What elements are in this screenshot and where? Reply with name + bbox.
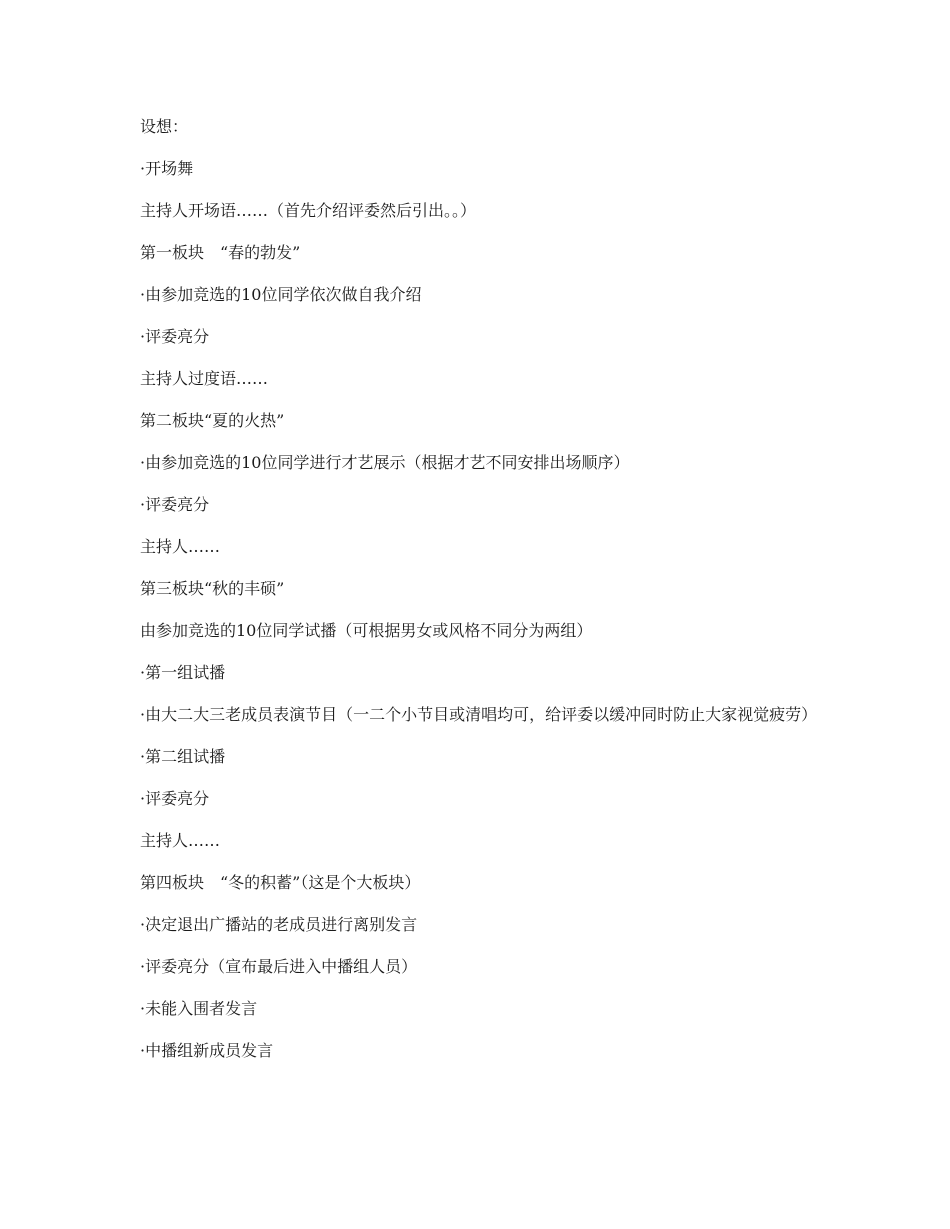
list-item: ·决定退出广播站的老成员进行离别发言: [140, 915, 418, 934]
section-heading-1: 第一板块 “春的勃发”: [140, 243, 301, 262]
list-item: ·未能入围者发言: [140, 999, 258, 1018]
list-item: ·评委亮分（宣布最后进入中播组人员）: [140, 957, 418, 976]
section-heading-3: 第三板块“秋的丰硕”: [140, 579, 285, 598]
section-heading-2: 第二板块“夏的火热”: [140, 411, 285, 430]
list-item: 由参加竞选的10位同学试播（可根据男女或风格不同分为两组）: [140, 621, 593, 640]
list-item: ·第二组试播: [140, 747, 226, 766]
list-item: 主持人……: [140, 831, 221, 850]
list-item: ·第一组试播: [140, 663, 226, 682]
list-item: 主持人开场语……（首先介绍评委然后引出。。）: [140, 201, 477, 220]
list-item: 主持人过度语……: [140, 369, 269, 388]
section-heading-4: 第四板块 “冬的积蓄”（这是个大板块）: [140, 873, 421, 892]
list-item: ·由参加竞选的10位同学进行才艺展示（根据才艺不同安排出场顺序）: [140, 453, 630, 472]
list-item: 主持人……: [140, 537, 221, 556]
list-item: ·由大二大三老成员表演节目（一二个小节目或清唱均可，给评委以缓冲同时防止大家视觉疲劳）: [140, 705, 818, 724]
list-item: ·开场舞: [140, 159, 194, 178]
list-item: ·评委亮分: [140, 789, 210, 808]
document-body: [140, 113, 820, 1079]
list-item: ·评委亮分: [140, 327, 210, 346]
intro-heading: 设想：: [140, 117, 189, 136]
list-item: ·由参加竞选的10位同学依次做自我介绍: [140, 285, 422, 304]
list-item: ·评委亮分: [140, 495, 210, 514]
list-item: ·中播组新成员发言: [140, 1041, 274, 1060]
